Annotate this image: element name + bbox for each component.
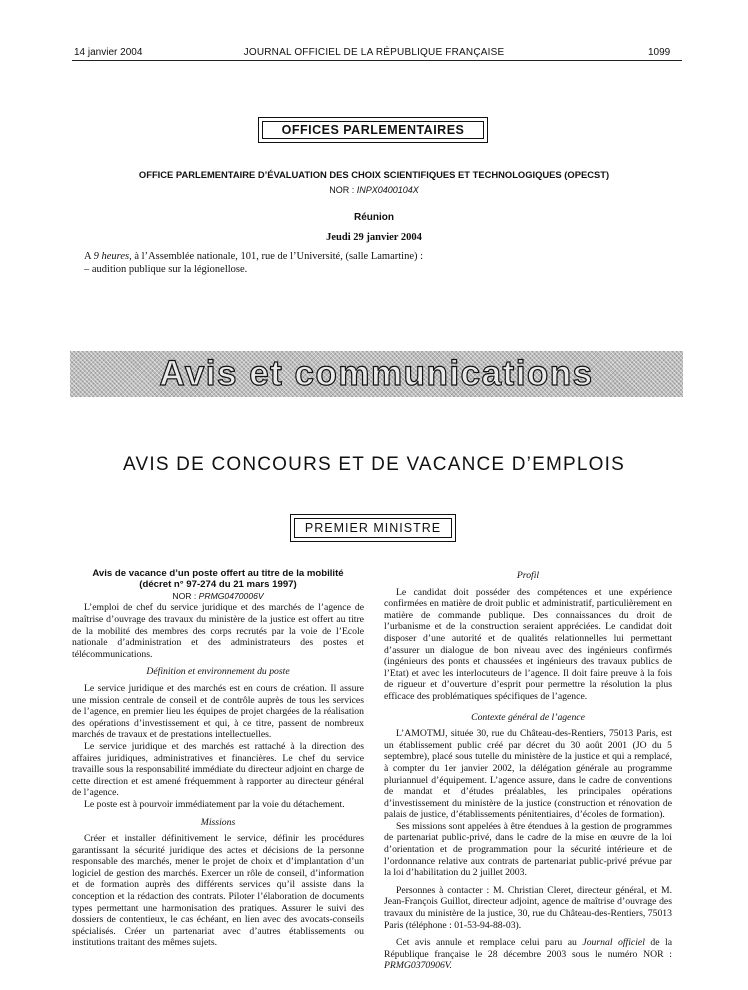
page-number: 1099 bbox=[648, 47, 671, 58]
right-column bbox=[384, 570, 672, 972]
profil-paragraph: Le candidat doit posséder des compétences et une expérience confirmées en matière de droit public et administratif, particulièrement en matière de commande publique. Des connaissances du droit de l’urbanisme et de la construction seraient appréciées. Le candidat doit disposer d’une autorité et de qualités relationnelles lui permettant d’assurer un dialogue de bon niveau avec des ingénieurs confirmés (ingénieurs des ponts et chaussées et ingénieurs des travaux publics de l’Etat) et avec les interlocuteurs de l’agence. Il doit faire preuve à la fois de rigueur et d’ouverture d’esprit pour permettre la résolution la plus efficace des problématiques spécifiques de l’agence. bbox=[384, 586, 672, 702]
meeting-details bbox=[84, 251, 423, 262]
definition-paragraph-1: Le service juridique et des marchés est en cours de création. Il assure une mission centrale de conseil et de contrôle auprès de tous les services de l’agence, en premier lieu les équipes de projet chargées de la réalisation des opérations d’investissement et qui, à ce titre, passent de nombreux marchés de travaux et de prestations intellectuelles. bbox=[72, 682, 364, 741]
left-column bbox=[72, 568, 364, 949]
notice-nor bbox=[72, 591, 364, 603]
heading-contexte: Contexte général de l’agence bbox=[471, 711, 585, 723]
contacts-paragraph: Personnes à contacter : M. Christian Cleret, directeur général, et M. Jean-François Guillot, directeur adjoint, agence de maîtrise d’ouvrage des travaux du ministère de la justice, 30, rue du Château-des-Rentiers, 75013 Paris (téléphone : 01-53-94-88-03). bbox=[384, 884, 672, 931]
closing-middle: de la République française le 28 décembre 2003 sous le numéro NOR : bbox=[384, 937, 673, 960]
journal-name: JOURNAL OFFICIEL DE LA RÉPUBLIQUE FRANÇAISE bbox=[243, 47, 505, 58]
meeting-prefix: A bbox=[84, 251, 92, 262]
ministry-box bbox=[290, 514, 456, 542]
notice-intro: L’emploi de chef du service juridique et des marchés de l’agence de maîtrise d’ouvrage des travaux du ministère de la justice est offert au titre de la mobilité des membres des corps recrutés par la voie de l’Ecole nationale d’administration et des administrateurs des postes et télécommunications. bbox=[72, 602, 364, 660]
nor-label: NOR : bbox=[329, 185, 355, 195]
closing-paragraph bbox=[384, 937, 672, 972]
ministry-label: PREMIER MINISTRE bbox=[294, 518, 452, 538]
office-title: OFFICE PARLEMENTAIRE D’ÉVALUATION DES CHOIX SCIENTIFIQUES ET TECHNOLOGIQUES (OPECST) bbox=[138, 169, 610, 180]
notice-nor-value: PRMG0470006V bbox=[198, 590, 264, 601]
closing-nor: PRMG0370906V. bbox=[384, 960, 452, 972]
meeting-location: à l’Assemblée nationale, 101, rue de l’Université, (salle Lamartine) : bbox=[134, 251, 424, 262]
notice-title-line2: (décret n° 97-274 du 21 mars 1997) bbox=[139, 579, 297, 591]
definition-paragraph-2: Le service juridique et des marchés est rattaché à la direction des affaires juridiques, administratives et financières. Le chef du service travaille sous la responsabilité immédiate du directeur adjoint en charge de cette direction et est amené fréquemment à rapporter au directeur général de l’agence. bbox=[72, 740, 364, 799]
notice-nor-label: NOR : bbox=[172, 590, 197, 601]
contexte-paragraph-2: Ses missions sont appelées à être étendues à la gestion de programmes de partenariat public-privé, dans le cadre de la mise en œuvre de la loi d’orientation et de programmation pour la sécurité intérieure et de l’ordonnance relative aux contrats de partenariat public-privé prévue par la loi d’habilitation du 2 juillet 2003. bbox=[384, 820, 672, 879]
issue-date: 14 janvier 2004 bbox=[74, 47, 143, 58]
section-title: AVIS DE CONCOURS ET DE VACANCE D’EMPLOIS bbox=[123, 454, 625, 475]
contexte-paragraph-1: L’AMOTMJ, située 30, rue du Château-des-Rentiers, 75013 Paris, est un établissement public créé par décret du 30 août 2001 (JO du 5 septembre), placé sous tutelle du ministère de la justice et qui a remplacé, à compter du 1er janvier 2002, la délégation générale au programme pluriannuel d’équipement. L’agence assure, dans le cadre de conventions de mandat et d’études préalables, les principales opérations d’investissement du ministère de la justice (construction et rénovation de palais de justice, d’établissements pénitentiaires, d’écoles de formation). bbox=[384, 728, 672, 821]
nor-value: INPX0400104X bbox=[356, 185, 419, 195]
missions-paragraph: Créer et installer définitivement le service, définir les procédures garantissant la sécurité juridique des actes et décisions de la personne responsable des marchés, mener le projet de choix et d’implantation d’un logiciel de gestion des marchés. Exercer un rôle de conseil, d’information et de formation auprès des différents services qu’il assiste dans la conception et la rédaction des contrats. Piloter l’élaboration de documents types permettant une harmonisation des pratiques. Assurer le suivi des dossiers de contentieux, le cas échéant, en lien avec des avocats-conseils spécialisés. Créer un partenariat avec d’autres établissements ou institutions traitant des mêmes sujets. bbox=[72, 833, 364, 949]
heading-missions: Missions bbox=[200, 816, 236, 828]
meeting-heading: Réunion bbox=[354, 212, 394, 223]
office-nor bbox=[0, 185, 748, 195]
closing-prefix: Cet avis annule et remplace celui paru au bbox=[396, 937, 577, 949]
offices-section-box bbox=[258, 117, 488, 143]
meeting-date: Jeudi 29 janvier 2004 bbox=[326, 232, 422, 243]
heading-definition: Définition et environnement du poste bbox=[146, 666, 290, 678]
closing-journal: Journal officiel bbox=[582, 937, 645, 949]
meeting-time: 9 heures, bbox=[93, 251, 132, 262]
meeting-agenda: – audition publique sur la légionellose. bbox=[84, 264, 248, 275]
header-rule bbox=[72, 60, 682, 61]
notice-title-line1: Avis de vacance d’un poste offert au titre de la mobilité bbox=[92, 568, 344, 579]
offices-section-label: OFFICES PARLEMENTAIRES bbox=[262, 121, 484, 139]
avis-banner-title: Avis et communications bbox=[159, 354, 594, 393]
heading-profil: Profil bbox=[516, 570, 540, 581]
definition-paragraph-3: Le poste est à pourvoir immédiatement par la voie du détachement. bbox=[84, 798, 345, 810]
avis-banner bbox=[70, 351, 683, 397]
